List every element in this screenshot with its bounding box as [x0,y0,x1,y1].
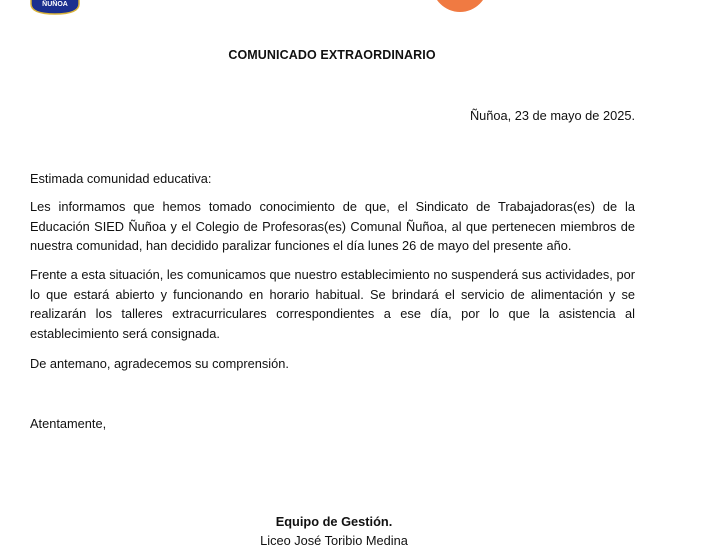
signature-name: Liceo José Toribio Medina [260,533,408,548]
paragraph-3: De antemano, agradecemos su comprensión. [30,356,289,371]
school-logo [30,0,80,15]
document-title: COMUNICADO EXTRAORDINARIO [228,48,436,62]
signature-title: Equipo de Gestión. [275,514,393,529]
paragraph-1: Les informamos que hemos tomado conocimiento de que, el Sindicato de Trabajadoras(es) de la Educación SIED Ñuñoa y el Colegio de Profesoras(es) Comunal Ñuñoa, al que pertenecen miembros de nuestra comunidad, han decidido paralizar funciones el día lunes 26 de mayo del presente año. [30,199,635,253]
header-decoration-circle [432,0,488,12]
paragraph-2: Frente a esta situación, les comunicamos que nuestro establecimiento no suspenderá sus actividades, por lo que estará abierto y funcionando en horario habitual. Se brindará el servicio de alimentación y se realizarán los talleres extracurriculares correspondientes a ese día, por lo que la asistencia al establecimiento será consignada. [30,267,635,341]
date-line: Ñuñoa, 23 de mayo de 2025. [469,108,635,123]
logo-text: ÑUÑOA [42,1,68,8]
greeting: Estimada comunidad educativa: [30,171,212,186]
closing: Atentamente, [30,416,107,431]
